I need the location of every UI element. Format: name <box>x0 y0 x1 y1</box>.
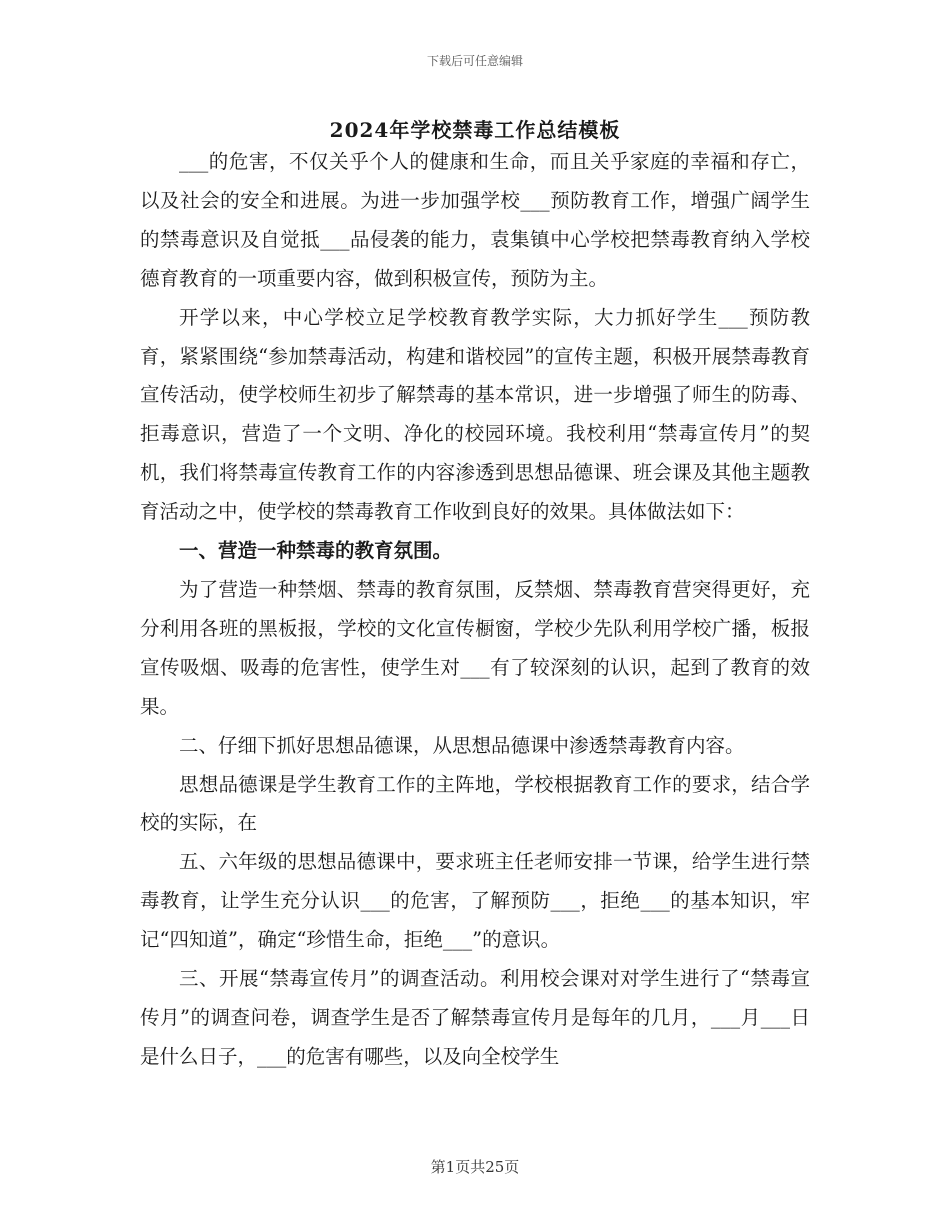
paragraph: 三、开展“禁毒宣传月”的调查活动。利用校会课对对学生进行了“禁毒宣传月”的调查问卷，调查学生是否了解禁毒宣传月是每年的几月，___月___日是什么日子，___的危害有哪些，以及向全校学生 <box>140 967 810 1068</box>
paragraph: 思想品德课是学生教育工作的主阵地，学校根据教育工作的要求，结合学校的实际，在 <box>140 772 810 835</box>
document-body <box>140 143 810 1077</box>
page-number-footer: 第1页共25页 <box>430 1158 520 1176</box>
header-note: 下载后可任意编辑 <box>426 54 523 68</box>
paragraph: 开学以来，中心学校立足学校教育教学实际，大力抓好学生___预防教育，紧紧围绕“参加禁毒活动，构建和谐校园”的宣传主题，积极开展禁毒教育宣传活动，使学校师生初步了解禁毒的基本常识，进一步增强了师生的防毒、拒毒意识，营造了一个文明、净化的校园环境。我校利用“禁毒宣传月”的契机，我们将禁毒宣传教育工作的内容渗透到思想品德课、班会课及其他主题教育活动之中，使学校的禁毒教育工作收到良好的效果。具体做法如下： <box>140 305 810 524</box>
paragraph: 为了营造一种禁烟、禁毒的教育氛围，反禁烟、禁毒教育营突得更好，充分利用各班的黑板报，学校的文化宣传橱窗，学校少先队利用学校广播，板报宣传吸烟、吸毒的危害性，使学生对___有了较深刻的认识，起到了教育的效果。 <box>140 577 810 718</box>
section-heading: 一、营造一种禁毒的教育氛围。 <box>179 539 453 563</box>
paragraph: 五、六年级的思想品德课中，要求班主任老师安排一节课，给学生进行禁毒教育，让学生充分认识___的危害，了解预防___，拒绝___的基本知识，牢记“四知道”，确定“珍惜生命，拒绝___”的意识。 <box>140 850 810 952</box>
section-heading: 二、仔细下抓好思想品德课，从思想品德课中渗透禁毒教育内容。 <box>179 733 745 757</box>
paragraph: ___的危害，不仅关乎个人的健康和生命，而且关乎家庭的幸福和存亡，以及社会的安全和进展。为进一步加强学校___预防教育工作，增强广阔学生的禁毒意识及自觉抵___品侵袭的能力，袁集镇中心学校把禁毒教育纳入学校德育教育的一项重要内容，做到积极宣传，预防为主。 <box>140 150 810 290</box>
document-title: 2024年学校禁毒工作总结模板 <box>329 118 621 142</box>
